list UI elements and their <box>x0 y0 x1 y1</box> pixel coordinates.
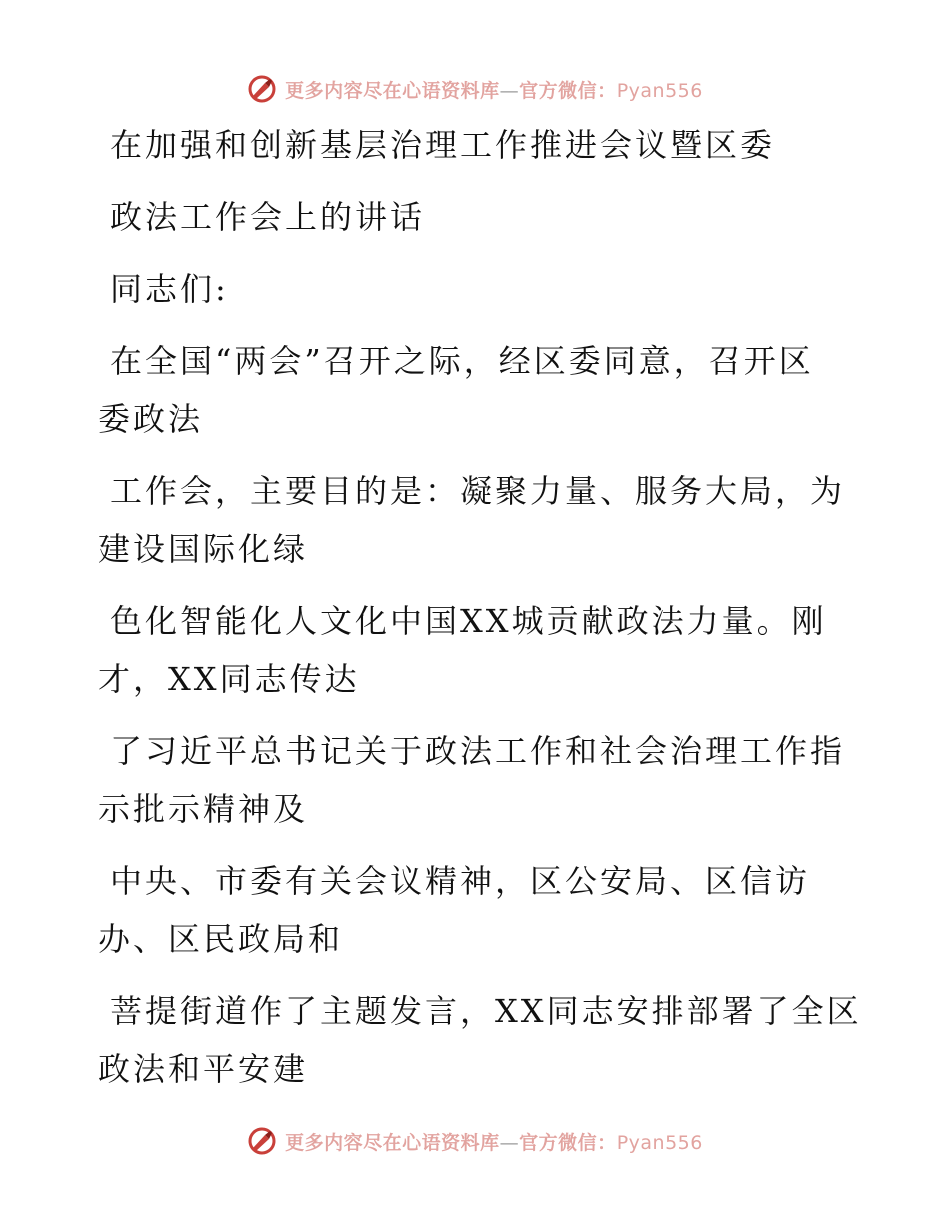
pen-nib-icon <box>247 1126 277 1156</box>
paragraph-line: 色化智能化人文化中国XX城贡献政法力量。刚 <box>110 602 827 640</box>
paragraph <box>98 332 858 448</box>
watermark-brand: 更多内容尽在心语资料库 <box>285 79 500 102</box>
document-body <box>98 116 862 1098</box>
paragraph-line: 才，XX同志传达 <box>98 660 360 698</box>
watermark-wechat-label: 官方微信： <box>519 79 617 102</box>
header-watermark <box>0 72 950 106</box>
watermark-account: Pyan556 <box>616 1131 703 1154</box>
paragraph <box>98 852 858 968</box>
paragraph-line: 工作会，主要目的是：凝聚力量、服务大局，为 <box>110 472 846 510</box>
watermark-separator: — <box>499 79 520 102</box>
watermark-separator: — <box>499 1131 520 1154</box>
paragraph-line: 在全国“两会”召开之际，经区委同意，召开区 <box>110 342 814 380</box>
paragraph-line: 示批示精神及 <box>98 790 309 828</box>
title-line-2: 政法工作会上的讲话 <box>110 198 426 236</box>
paragraph <box>98 982 862 1098</box>
title-line-1: 在加强和创新基层治理工作推进会议暨区委 <box>110 126 776 164</box>
paragraph-line: 政法和平安建 <box>98 1050 309 1088</box>
salutation: 同志们: <box>110 270 229 308</box>
footer-watermark <box>0 1124 950 1158</box>
paragraph-line: 了习近平总书记关于政法工作和社会治理工作指 <box>110 732 846 770</box>
paragraph-line: 办、区民政局和 <box>98 920 344 958</box>
paragraph-line: 菩提街道作了主题发言，XX同志安排部署了全区 <box>110 992 862 1030</box>
paragraph-line: 中央、市委有关会议精神，区公安局、区信访 <box>110 862 811 900</box>
paragraph <box>98 592 858 708</box>
pen-nib-icon <box>247 74 277 104</box>
watermark-brand: 更多内容尽在心语资料库 <box>285 1131 500 1154</box>
paragraph-line: 建设国际化绿 <box>98 530 309 568</box>
paragraph <box>98 462 858 578</box>
watermark-account: Pyan556 <box>616 79 703 102</box>
paragraph-line: 委政法 <box>98 400 204 438</box>
paragraph <box>98 722 858 838</box>
watermark-wechat-label: 官方微信： <box>519 1131 617 1154</box>
